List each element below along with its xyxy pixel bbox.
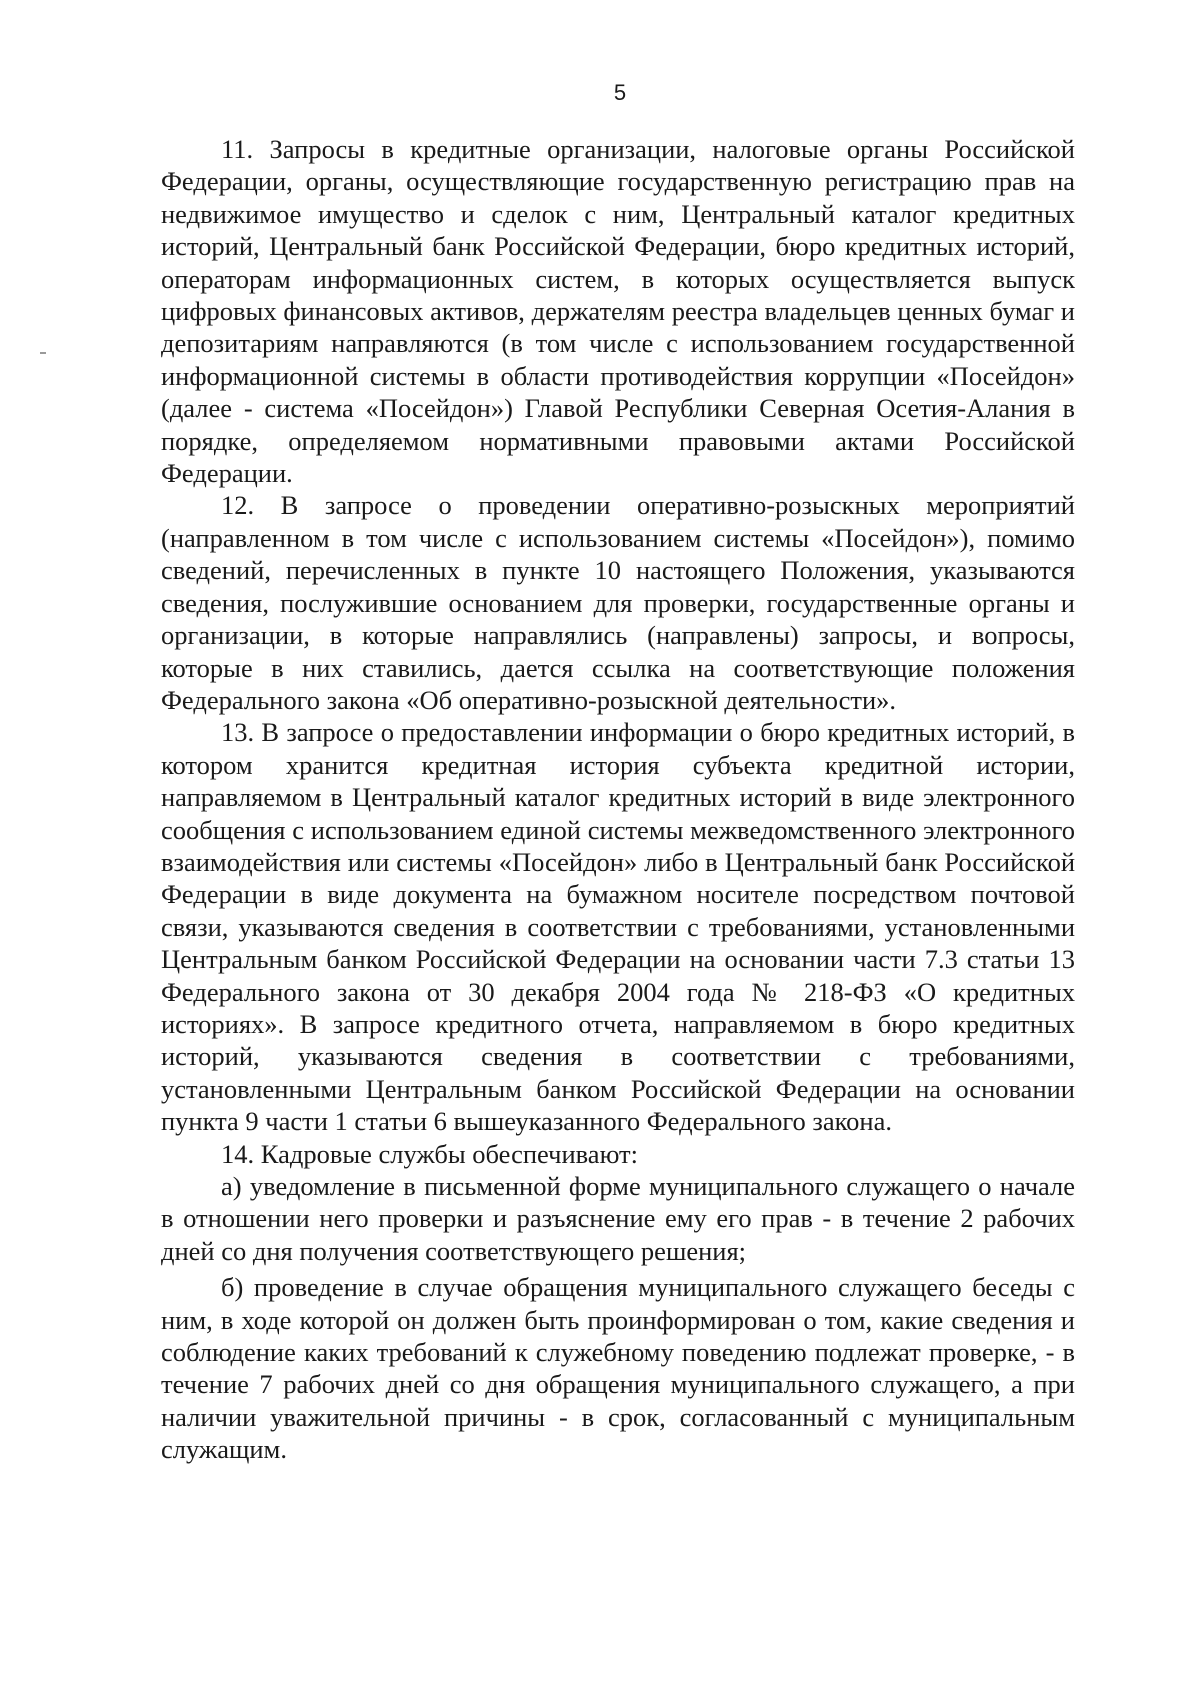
paragraph-14: 14. Кадровые службы обеспечивают: [221, 1138, 638, 1169]
document-body [161, 133, 1075, 1466]
paragraph-14-a: а) уведомление в письменной форме муниципального служащего о начале в отношении него проверки и разъяснение ему его прав - в течение 2 рабочих дней со дня получения соответствующего решения; [161, 1171, 1075, 1266]
paragraph-12: 12. В запросе о проведении оперативно-розыскных мероприятий (направленном в том числе с использованием системы «Посейдон»), помимо сведений, перечисленных в пункте 10 настоящего Положения, указываются сведения, послужившие основанием для проверки, государственные органы и организации, в которые направлялись (направлены) запросы, и вопросы, которые в них ставились, дается ссылка на соответствующие положения Федерального закона «Об оперативно-розыскной деятельности». [161, 490, 1075, 715]
scan-artifact [40, 352, 46, 354]
paragraph-14-b: б) проведение в случае обращения муниципального служащего беседы с ним, в ходе которой он должен быть проинформирован о том, какие сведения и соблюдение каких требований к служебному поведению подлежат проверке, - в течение 7 рабочих дней со дня обращения муниципального служащего, а при наличии уважительной причины - в срок, согласованный с муниципальным служащим. [161, 1272, 1075, 1465]
page-number: 5 [613, 80, 627, 105]
paragraph-11: 11. Запросы в кредитные организации, налоговые органы Российской Федерации, органы, осуществляющие государственную регистрацию прав на недвижимое имущество и сделок с ним, Центральный каталог кредитных историй, Центральный банк Российской Федерации, бюро кредитных историй, операторам информационных систем, в которых осуществляется выпуск цифровых финансовых активов, держателям реестра владельцев ценных бумаг и депозитариям направляются (в том числе с использованием государственной информационной системы в области противодействия коррупции «Посейдон» (далее - система «Посейдон») Главой Республики Северная Осетия-Алания в порядке, определяемом нормативными правовыми актами Российской Федерации. [161, 134, 1075, 489]
paragraph-13: 13. В запросе о предоставлении информации о бюро кредитных историй, в котором хранится кредитная история субъекта кредитной истории, направляемом в Центральный каталог кредитных историй в виде электронного сообщения с использованием единой системы межведомственного электронного взаимодействия или системы «Посейдон» либо в Центральный банк Российской Федерации в виде документа на бумажном носителе посредством почтовой связи, указываются сведения в соответствии с требованиями, установленными Центральным банком Российской Федерации на основании части 7.3 статьи 13 Федерального закона от 30 декабря 2004 года № 218-ФЗ «О кредитных историях». В запросе кредитного отчета, направляемом в бюро кредитных историй, указываются сведения в соответствии с требованиями, установленными Центральным банком Российской Федерации на основании пункта 9 части 1 статьи 6 вышеуказанного Федерального закона. [161, 717, 1075, 1137]
